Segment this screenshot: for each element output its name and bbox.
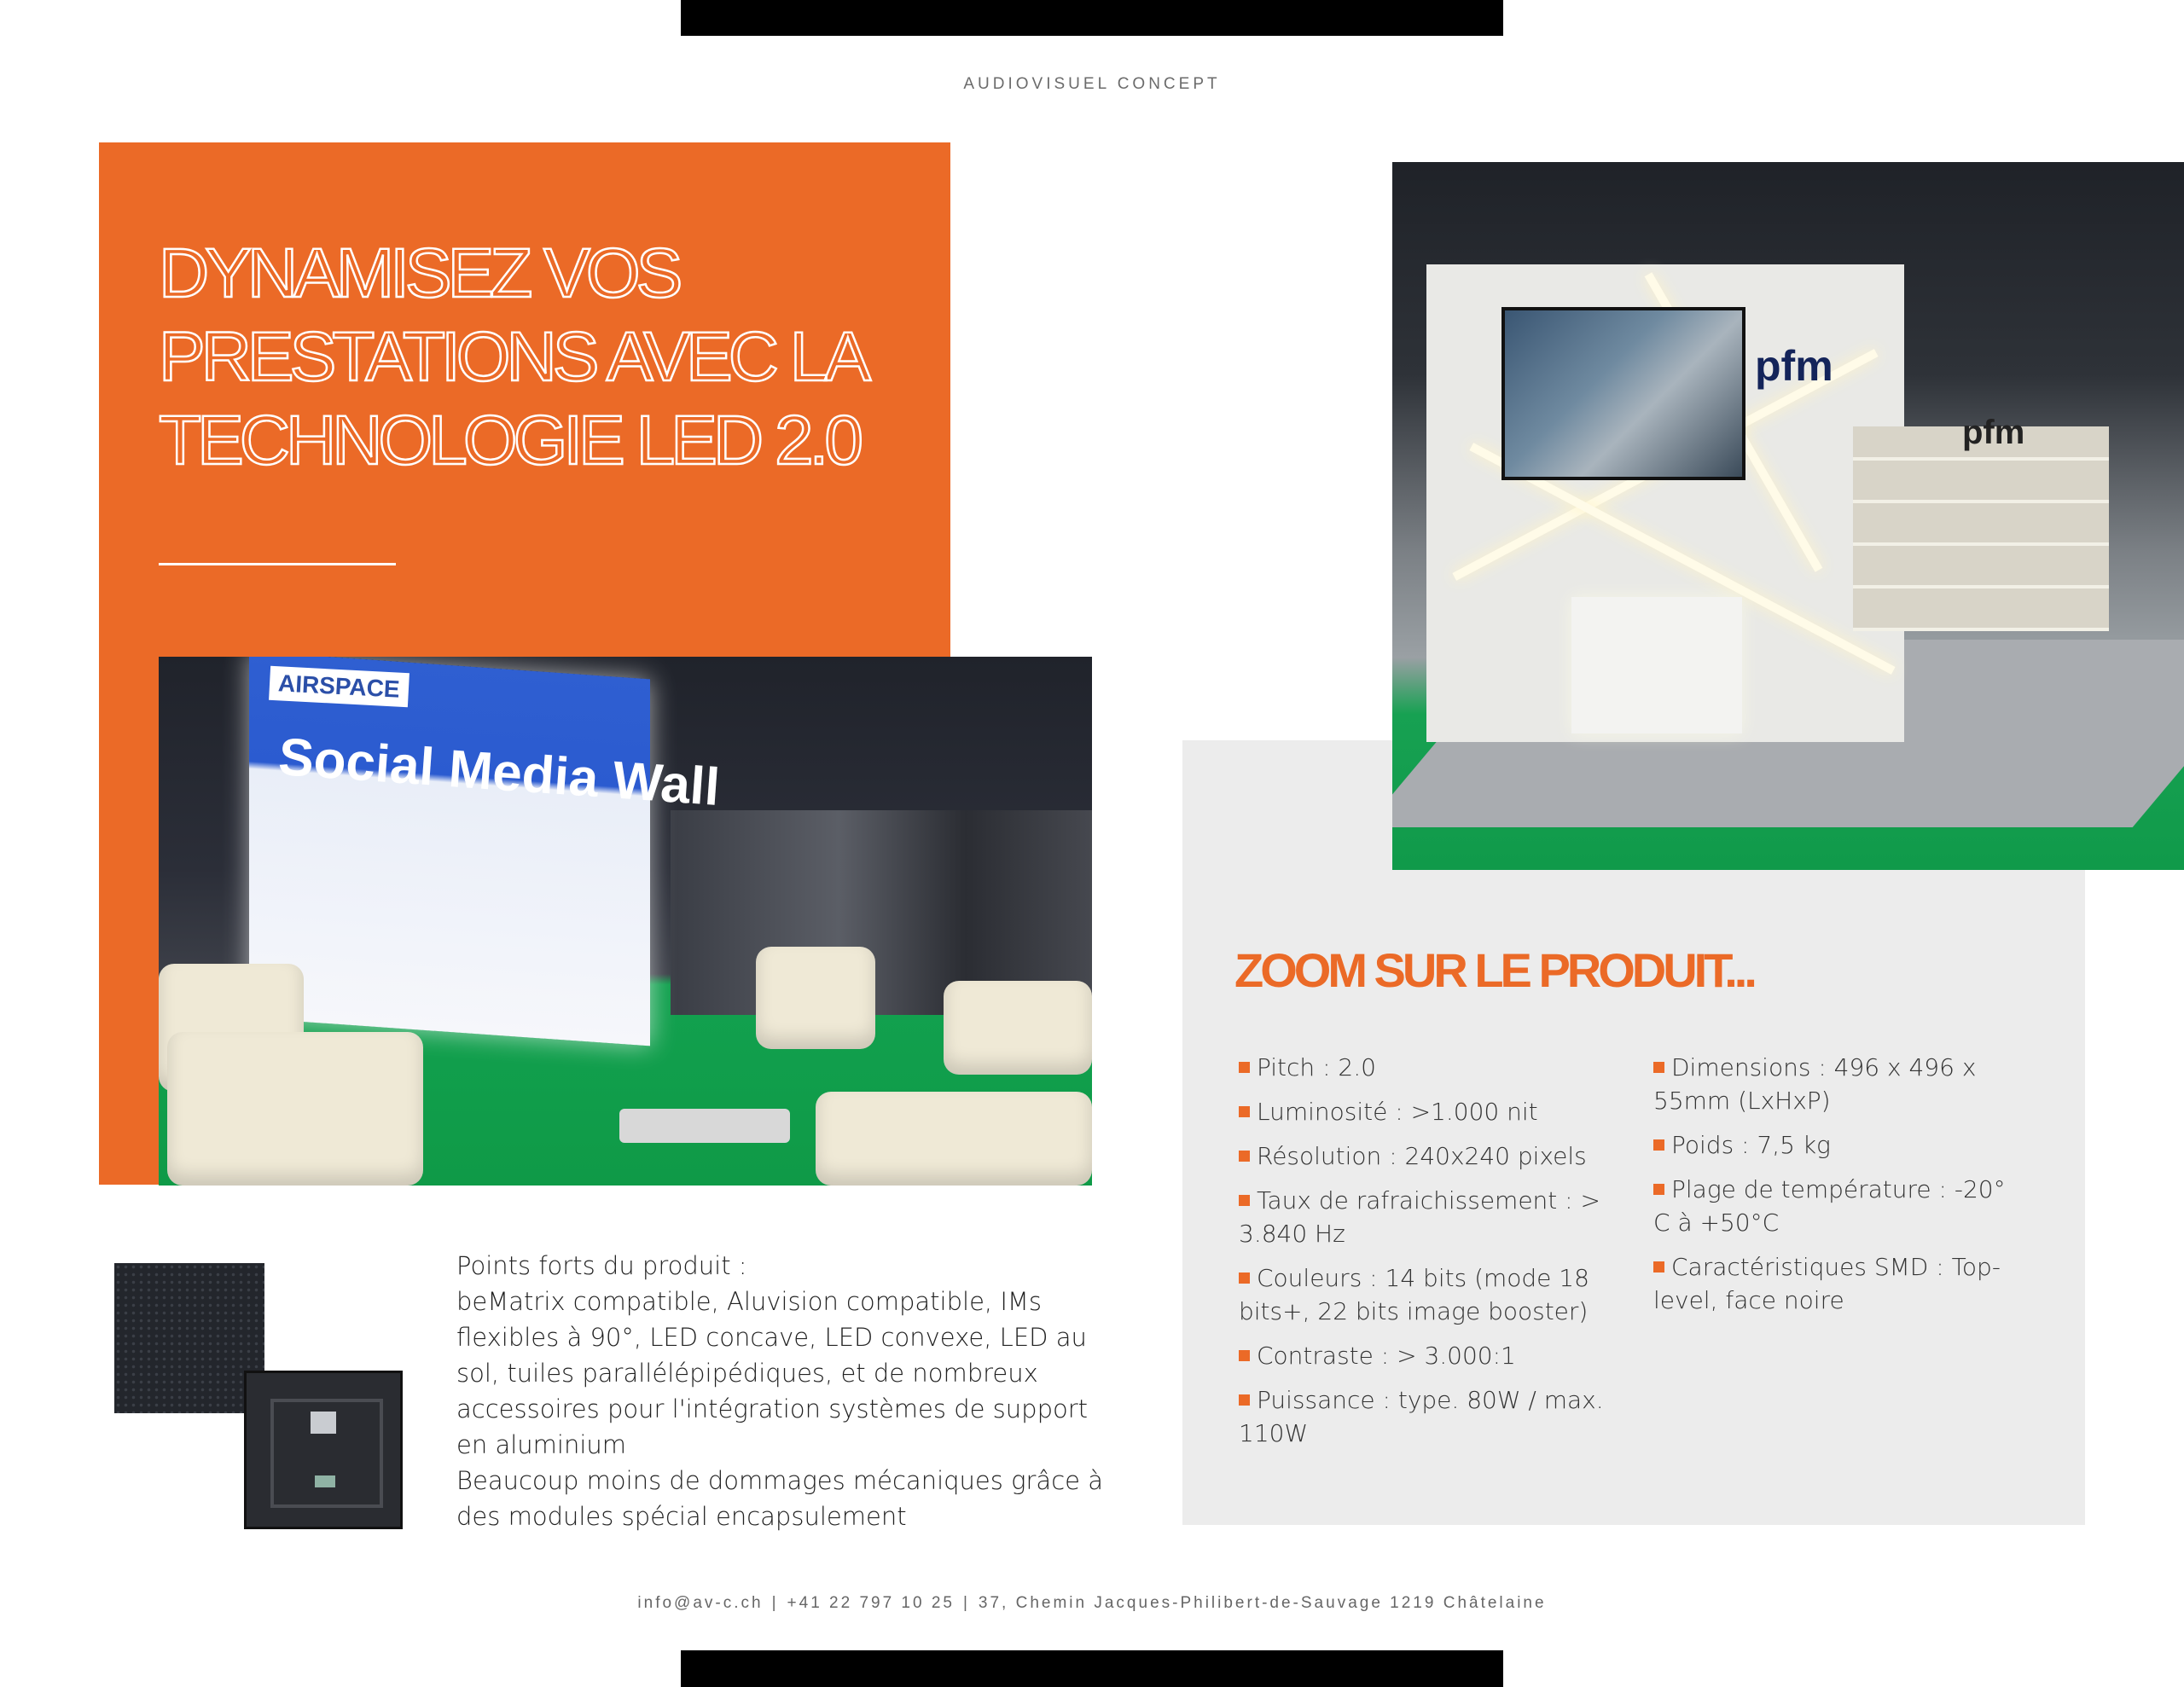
spec-item: Caractéristiques SMD : Top-level, face noire	[1653, 1253, 2001, 1314]
bullet-icon	[1239, 1151, 1250, 1162]
spec-item: Contraste : > 3.000:1	[1239, 1339, 1631, 1372]
led-wall-title: Social Media Wall	[276, 728, 722, 817]
pfm-logo: pfm	[1755, 342, 1833, 390]
bullet-icon	[1653, 1261, 1664, 1272]
spec-item: Puissance : type. 80W / max. 110W	[1239, 1386, 1604, 1447]
footer	[0, 1594, 2184, 1613]
social-media-wall-photo	[159, 657, 1092, 1186]
led-tile-back-image	[244, 1371, 403, 1529]
footer-separator: |	[771, 1594, 779, 1612]
highlights-heading: Points forts du produit :	[456, 1251, 747, 1280]
bullet-icon	[1239, 1106, 1250, 1117]
pfm-logo-secondary: pfm	[1962, 414, 2025, 451]
brand-name: AUDIOVISUEL CONCEPT	[963, 75, 1221, 93]
led-tile-front-image	[114, 1263, 264, 1413]
footer-separator: |	[962, 1594, 970, 1612]
bullet-icon	[1653, 1062, 1664, 1073]
armchair-front-left	[167, 1032, 423, 1186]
highlights-body: beMatrix compatible, Aluvision compatible, IMs flexibles à 90°, LED concave, LED convexe, LED au sol, tuiles parallélépipédiques, et de nombreux accessoires pour l'intégration systèmes de support en aluminium	[456, 1287, 1089, 1459]
pfm-booth-photo	[1392, 162, 2184, 870]
spec-item: Plage de température : -20° C à +50°C	[1653, 1175, 2006, 1237]
armchair-front-right	[816, 1092, 1092, 1186]
spec-item: Pitch : 2.0	[1239, 1051, 1631, 1084]
spec-item: Résolution : 240x240 pixels	[1239, 1139, 1631, 1173]
top-bar	[681, 0, 1503, 36]
footer-phone[interactable]: +41 22 797 10 25	[787, 1594, 955, 1612]
bottom-bar	[681, 1650, 1503, 1687]
product-highlights	[456, 1248, 1122, 1534]
spec-item: Couleurs : 14 bits (mode 18 bits+, 22 bits image booster)	[1239, 1264, 1589, 1325]
bullet-icon	[1653, 1139, 1664, 1151]
zoom-title: ZOOM SUR LE PRODUIT...	[1234, 943, 1754, 997]
spec-item: Dimensions : 496 x 496 x 55mm (LxHxP)	[1653, 1053, 1977, 1115]
highlights-body-2: Beaucoup moins de dommages mécaniques grâce à des modules spécial encapsulement	[456, 1466, 1103, 1531]
bullet-icon	[1653, 1184, 1664, 1195]
headline	[159, 232, 926, 483]
footer-email[interactable]: info@av-c.ch	[637, 1594, 764, 1612]
bullet-icon	[1239, 1350, 1250, 1361]
headline-line-2: PRESTATIONS AVEC LA	[159, 318, 868, 396]
tile-label	[315, 1475, 335, 1487]
spec-item: Taux de rafraichissement : > 3.840 Hz	[1239, 1186, 1600, 1248]
armchair-center	[756, 947, 875, 1049]
booth-screen	[1502, 307, 1745, 480]
spec-list-left	[1239, 1051, 1631, 1461]
sofa-right	[944, 981, 1092, 1075]
spec-list-right	[1653, 1051, 2029, 1328]
led-wall	[249, 657, 650, 1046]
headline-divider	[159, 563, 396, 565]
spec-item: Luminosité : >1.000 nit	[1239, 1095, 1631, 1128]
coffee-table	[619, 1109, 790, 1143]
tile-connector	[311, 1412, 336, 1434]
display-shelves	[1853, 426, 2109, 631]
reception-counter	[1571, 597, 1742, 733]
headline-line-3: TECHNOLOGIE LED 2.0	[159, 402, 859, 479]
bullet-icon	[1239, 1062, 1250, 1073]
airspace-logo: AIRSPACE	[269, 666, 409, 707]
bullet-icon	[1239, 1394, 1250, 1406]
headline-line-1: DYNAMISEZ VOS	[159, 235, 679, 312]
footer-address: 37, Chemin Jacques-Philibert-de-Sauvage 1219 Châtelaine	[978, 1594, 1547, 1612]
bullet-icon	[1239, 1272, 1250, 1284]
spec-item: Poids : 7,5 kg	[1653, 1128, 2029, 1162]
bullet-icon	[1239, 1195, 1250, 1206]
